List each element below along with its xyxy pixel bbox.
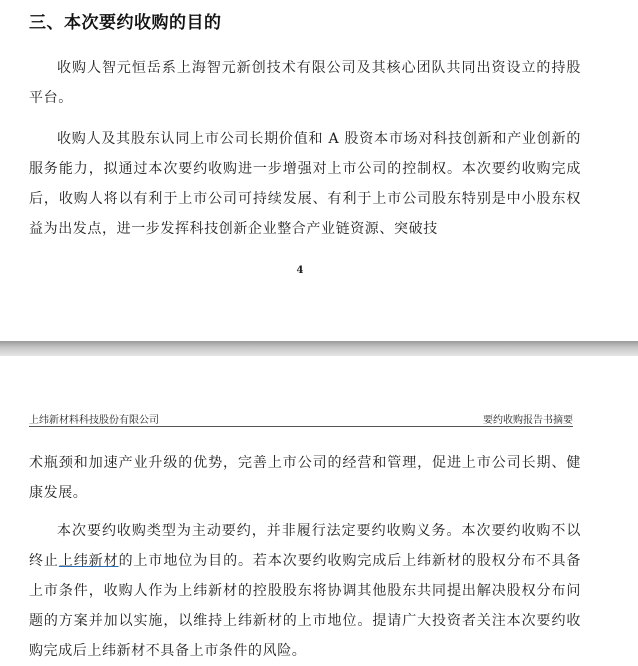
running-header xyxy=(29,408,573,427)
offer-type-text-end: 的上市地位为目的。若本次要约收购完成后上纬新材的股权分布不具备上市条件，收购人作为上纬新材的控股股东将协调其他股东共同提出解决股权分布问题的方案并加以实施，以维持上纬新材的上市地位。提请广大投资者关注本次要约收购完成后上纬新材不具备上市条件的风险。 xyxy=(29,553,581,659)
page-separator xyxy=(0,341,638,356)
paragraph-offer-type xyxy=(29,516,581,666)
page-number: 4 xyxy=(296,265,304,276)
paragraph-acquirer-intro: 收购人智元恒岳系上海智元新创技术有限公司及其核心团队共同出资设立的持股平台。 xyxy=(29,60,581,106)
paragraph-purpose: 收购人及其股东认同上市公司长期价值和 A 股资本市场对科技创新和产业创新的服务能力，拟通过本次要约收购进一步增强对上市公司的控制权。本次要约收购完成后，收购人将以有利于上市公司可持续发展、有利于上市公司股东特别是中小股东权益为出发点，进一步发挥科技创新企业整合产业链资源、突破技 xyxy=(29,131,581,237)
offer-type-text-start: 本次要约收购类型为主动要约，并非履行法定要约收购义务。本次要约收购不以终止 xyxy=(29,523,581,569)
header-document-title: 要约收购报告书摘要 xyxy=(483,415,573,426)
header-company-name: 上纬新材料科技股份有限公司 xyxy=(29,415,159,426)
underlined-company-name: 上纬新材 xyxy=(58,553,119,569)
paragraph-continuation: 术瓶颈和加速产业升级的优势，完善上市公司的经营和管理，促进上市公司长期、健康发展。 xyxy=(29,455,581,501)
section-heading: 三、本次要约收购的目的 xyxy=(29,13,222,33)
